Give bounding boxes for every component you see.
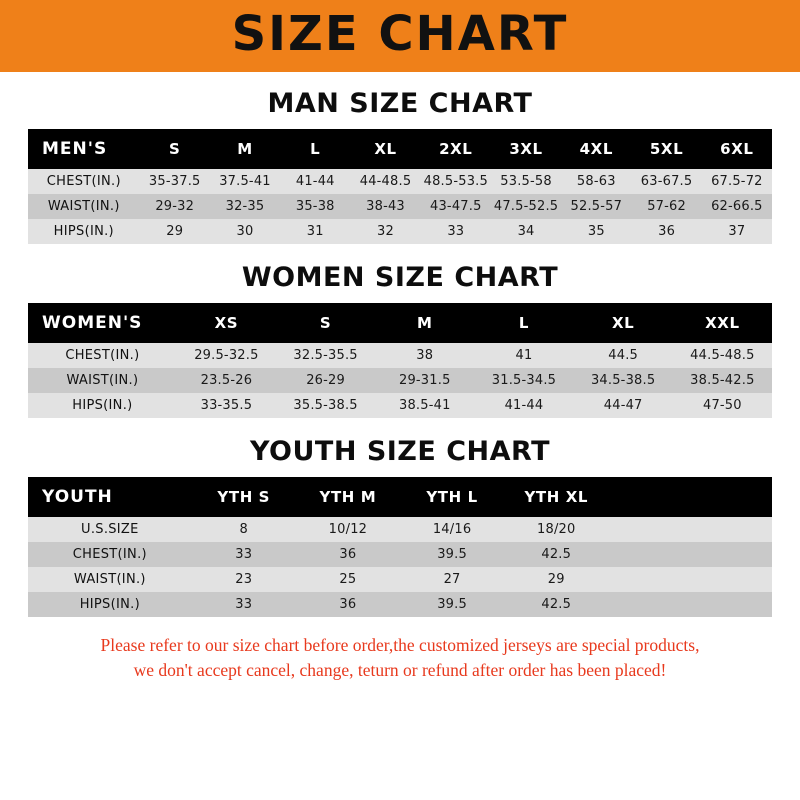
men-col-3: L — [280, 129, 350, 169]
cell: 32 — [377, 224, 394, 239]
cell: 8 — [239, 522, 248, 537]
table-row — [28, 368, 772, 393]
cell: 35-38 — [295, 199, 335, 214]
youth-col-4: YTH XL — [504, 477, 608, 517]
cell: 44.5 — [608, 348, 639, 363]
men-size-table — [28, 129, 772, 244]
cell: 33 — [235, 597, 253, 612]
cell: 37 — [728, 224, 746, 239]
cell: 48.5-53.5 — [423, 174, 488, 189]
cell: 38.5-41 — [398, 398, 451, 413]
cell: 35.5-38.5 — [293, 398, 358, 413]
youth-col-2: YTH M — [296, 477, 400, 517]
page-title: SIZE CHART — [231, 6, 569, 62]
cell: 26-29 — [306, 373, 345, 388]
cell: 23 — [235, 572, 253, 587]
cell: 31.5-34.5 — [491, 373, 557, 388]
table-row — [28, 169, 772, 194]
cell: 38-43 — [366, 199, 405, 214]
men-row-label-hips: HIPS(IN.) — [53, 224, 114, 239]
table-header-row — [28, 129, 772, 169]
women-col-1: XS — [177, 303, 276, 343]
cell: 29 — [166, 224, 184, 239]
cell: 18/20 — [537, 522, 576, 537]
table-row — [28, 219, 772, 244]
cell: 41-44 — [295, 174, 335, 189]
cell: 53.5-58 — [500, 174, 552, 189]
cell: 33-35.5 — [200, 398, 253, 413]
women-size-table — [28, 303, 772, 418]
men-col-2: M — [210, 129, 280, 169]
table-row — [28, 343, 772, 368]
table-row — [28, 592, 772, 617]
cell: 44.5-48.5 — [690, 348, 755, 363]
men-col-4: XL — [350, 129, 420, 169]
cell: 63-67.5 — [640, 174, 693, 189]
cell: 10/12 — [328, 522, 368, 537]
youth-section-title: YOUTH SIZE CHART — [249, 436, 551, 467]
cell: 34 — [517, 224, 535, 239]
women-section-title: WOMEN SIZE CHART — [241, 262, 559, 293]
cell: 25 — [339, 572, 357, 587]
men-section-title: MAN SIZE CHART — [267, 88, 533, 119]
cell: 29-32 — [155, 199, 195, 214]
men-col-6: 3XL — [491, 129, 561, 169]
cell: 32-35 — [225, 199, 265, 214]
cell-spacer — [608, 592, 772, 617]
cell: 33 — [447, 224, 465, 239]
footer-line-2: we don't accept cancel, change, teturn or refund after order has been placed! — [133, 660, 667, 681]
chart-content — [0, 72, 800, 800]
women-col-5: XL — [574, 303, 673, 343]
footer-line-1: Please refer to our size chart before order,the customized jerseys are special products, — [100, 635, 700, 655]
men-col-8: 5XL — [631, 129, 701, 169]
cell: 33 — [235, 547, 253, 562]
cell: 34.5-38.5 — [590, 373, 656, 388]
cell: 29.5-32.5 — [194, 348, 259, 363]
women-table-head — [28, 303, 772, 343]
table-row — [28, 393, 772, 418]
men-col-9: 6XL — [702, 129, 772, 169]
cell: 39.5 — [437, 597, 467, 612]
youth-row-label-waist: WAIST(IN.) — [73, 572, 146, 587]
cell: 29 — [547, 572, 565, 587]
cell: 36 — [658, 224, 676, 239]
cell: 62-66.5 — [711, 199, 763, 214]
cell: 42.5 — [541, 597, 572, 612]
youth-row-label-chest: CHEST(IN.) — [72, 547, 147, 562]
women-col-4: L — [474, 303, 573, 343]
cell: 52.5-57 — [570, 199, 623, 214]
cell: 38 — [416, 348, 434, 363]
cell: 41-44 — [504, 398, 544, 413]
women-col-2: S — [276, 303, 375, 343]
youth-row-label-hips: HIPS(IN.) — [79, 597, 140, 612]
youth-col-spacer — [608, 477, 772, 517]
cell: 29-31.5 — [398, 373, 451, 388]
cell: 41 — [515, 348, 533, 363]
women-header-label: WOMEN'S — [28, 303, 177, 343]
cell: 42.5 — [541, 547, 572, 562]
header-right-accent-bar — [776, 0, 800, 72]
header-left-accent-bar — [0, 0, 24, 72]
youth-table-head — [28, 477, 772, 517]
cell: 43-47.5 — [429, 199, 482, 214]
men-table-body — [28, 169, 772, 244]
cell: 32.5-35.5 — [293, 348, 358, 363]
cell: 14/16 — [432, 522, 472, 537]
cell: 57-62 — [647, 199, 686, 214]
table-header-row — [28, 303, 772, 343]
cell: 44-47 — [603, 398, 643, 413]
cell: 67.5-72 — [711, 174, 763, 189]
men-row-label-chest: CHEST(IN.) — [46, 174, 121, 189]
table-row — [28, 567, 772, 592]
men-table-head — [28, 129, 772, 169]
women-table-body — [28, 343, 772, 418]
men-col-7: 4XL — [561, 129, 631, 169]
cell: 31 — [306, 224, 324, 239]
cell-spacer — [608, 567, 772, 592]
cell: 23.5-26 — [200, 373, 253, 388]
cell: 38.5-42.5 — [690, 373, 755, 388]
youth-col-3: YTH L — [400, 477, 504, 517]
cell: 35 — [587, 224, 605, 239]
women-col-6: XXL — [673, 303, 772, 343]
cell: 36 — [339, 547, 357, 562]
women-row-label-chest: CHEST(IN.) — [65, 348, 140, 363]
cell-spacer — [608, 542, 772, 567]
cell: 37.5-41 — [219, 174, 271, 189]
men-col-1: S — [140, 129, 210, 169]
table-row — [28, 194, 772, 219]
men-col-5: 2XL — [421, 129, 491, 169]
table-row — [28, 542, 772, 567]
cell: 35-37.5 — [148, 174, 201, 189]
women-row-label-waist: WAIST(IN.) — [66, 373, 139, 388]
men-row-label-waist: WAIST(IN.) — [47, 199, 120, 214]
cell: 44-48.5 — [359, 174, 412, 189]
women-row-label-hips: HIPS(IN.) — [72, 398, 133, 413]
cell: 27 — [443, 572, 461, 587]
table-header-row — [28, 477, 772, 517]
footer-disclaimer — [28, 633, 772, 684]
cell: 47-50 — [702, 398, 742, 413]
cell: 30 — [236, 224, 254, 239]
youth-header-label: YOUTH — [28, 477, 192, 517]
cell: 39.5 — [437, 547, 467, 562]
page-header — [24, 0, 776, 72]
cell: 58-63 — [576, 174, 616, 189]
youth-size-table — [28, 477, 772, 617]
cell: 36 — [339, 597, 357, 612]
cell: 47.5-52.5 — [493, 199, 559, 214]
cell-spacer — [608, 517, 772, 542]
youth-row-label-ussize: U.S.SIZE — [81, 522, 139, 537]
youth-table-body — [28, 517, 772, 617]
men-header-label: MEN'S — [28, 129, 140, 169]
table-row — [28, 517, 772, 542]
youth-col-1: YTH S — [192, 477, 296, 517]
women-col-3: M — [375, 303, 474, 343]
